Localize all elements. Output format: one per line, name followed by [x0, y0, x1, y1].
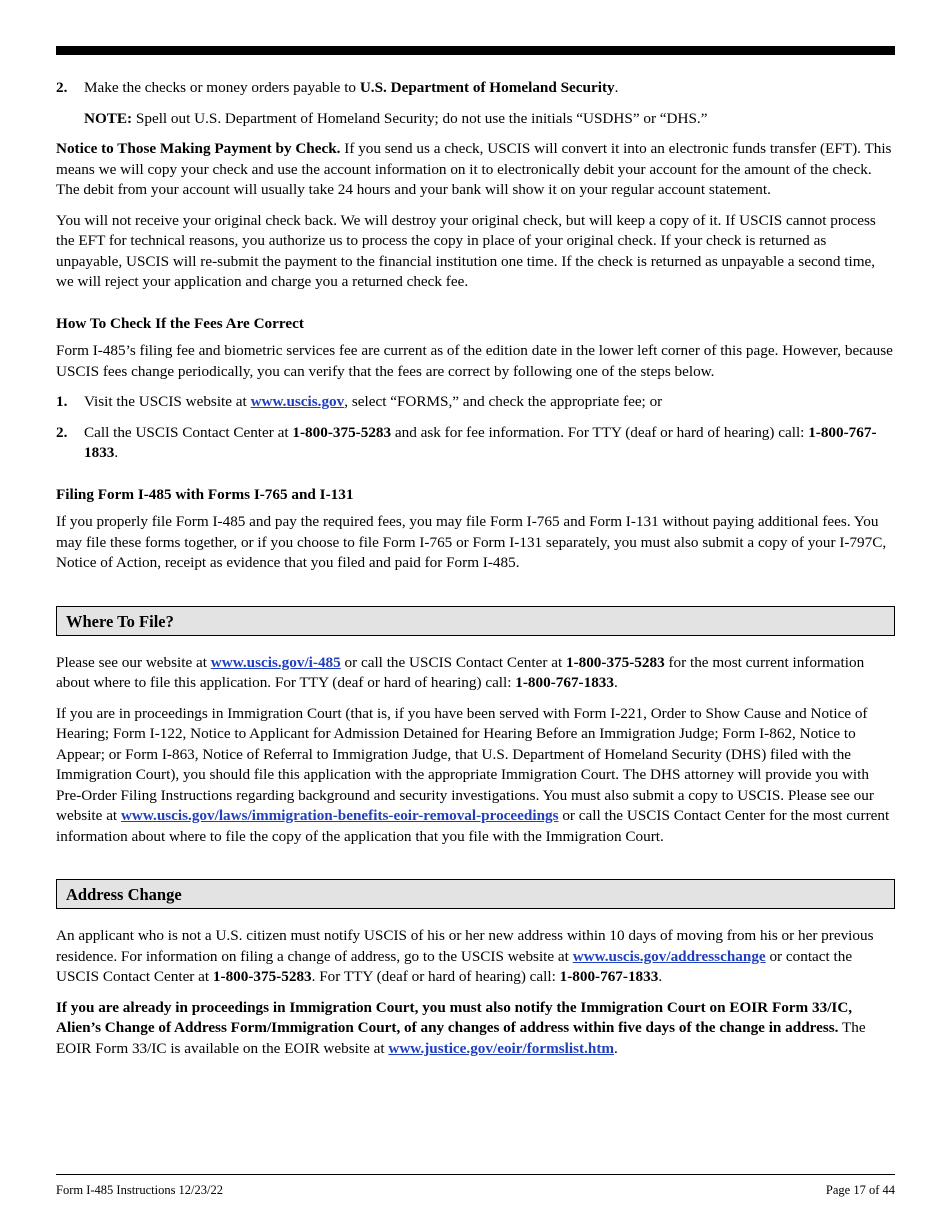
- fees-check-intro: Form I-485’s filing fee and biometric services fee are current as of the edition date in the lower left corner of this page. However, because USCIS fees change periodically, you can verify that the fees are correct by following one of the steps below.: [56, 342, 893, 380]
- tty-phone: 1-800-767-1833: [515, 674, 614, 691]
- filing-with-heading: Filing Form I-485 with Forms I-765 and I-131: [56, 485, 354, 503]
- footer-rule: [56, 1174, 895, 1175]
- immigration-court-notice: If you are already in proceedings in Immigration Court, you must also notify the Immigration Court on EOIR Form 33/IC, Alien’s Change of Address Form/Immigration Court, of any changes of address within five days of the change in address.: [56, 998, 853, 1036]
- top-rule: [56, 46, 895, 55]
- tty-phone: 1-800-767-1833: [84, 423, 877, 461]
- i485-website-link[interactable]: www.uscis.gov/i-485: [210, 653, 341, 671]
- where-to-file-paragraph-2: If you are in proceedings in Immigration Court (that is, if you have been served with Form I-221, Order to Show Cause and Notice of Hearing; Form I-122, Notice to Applicant for Admission Detained for Hearing Before an Immigration Judge; Form I-862, Notice to Appear; or Form I-863, Notice of Referral to Immigration Judge, that U.S. Department of Homeland Security (DHS) filed with the Immigration Court), you should file this application with the appropriate Immigration Court. The DHS attorney will provide you with Pre-Order Filing Instructions regarding background and security investigations. You must also submit a copy to USCIS. Please see our website at www.uscis.gov/laws/immigration-benefits-eoir-removal-proceedings or call the USCIS Contact Center for the most current information about where to file the copy of the application that you file with the Immigration Court.: [56, 704, 890, 845]
- document-page: [56, 0, 895, 1230]
- check-notice-paragraph: Notice to Those Making Payment by Check. If you send us a check, USCIS will convert it into an electronic funds transfer (EFT). This means we will copy your check and use the account information on it to electronically debit your account for the amount of the check. The debit from your account will usually take 24 hours and your bank will show it on your regular account statement.: [56, 140, 892, 198]
- uscis-website-link[interactable]: www.uscis.gov: [250, 393, 345, 410]
- payee-note: NOTE: Spell out U.S. Department of Homeland Security; do not use the initials “USDHS” or “DHS.”: [84, 109, 708, 127]
- footer-form-edition: Form I-485 Instructions 12/23/22: [56, 1183, 224, 1197]
- address-change-paragraph-2: If you are already in proceedings in Immigration Court, you must also notify the Immigration Court on EOIR Form 33/IC, Alien’s Change of Address Form/Immigration Court, of any changes of address within five days of the change in address. The EOIR Form 33/IC is available on the EOIR website at www.justice.gov/eoir/formslist.htm.: [56, 998, 866, 1057]
- item-number: 2.: [56, 79, 68, 96]
- footer-page-number: Page 17 of 44: [825, 1183, 895, 1197]
- step-number: 2.: [56, 423, 68, 441]
- eoir-proceedings-link[interactable]: www.uscis.gov/laws/immigration-benefits-eoir-removal-proceedings: [120, 807, 559, 824]
- filing-with-paragraph: If you properly file Form I-485 and pay the required fees, you may file Form I-765 and Form I-131 without paying additional fees. You may file these forms together, or if you choose to file Form I-765 or Form I-131 separately, you must also submit a copy of your I-797C, Notice of Action, receipt as evidence that you filed and paid for Form I-485.: [56, 513, 887, 571]
- fees-step-2: 2. Call the USCIS Contact Center at 1-800-375-5283 and ask for fee information. For TTY (deaf or hard of hearing) call: 1-800-767-1833.: [56, 423, 877, 461]
- where-to-file-paragraph-1: Please see our website at www.uscis.gov/i-485 or call the USCIS Contact Center at 1-800-375-5283 for the most current information about where to file this application. For TTY (deaf or hard of hearing) call: 1-800-767-1833.: [56, 653, 865, 691]
- contact-center-phone: 1-800-375-5283: [292, 423, 392, 441]
- returned-check-paragraph: You will not receive your original check back. We will destroy your original check, but will keep a copy of it. If USCIS cannot process the EFT for technical reasons, you authorize us to process the copy in place of your original check. If your check is returned as unpayable, USCIS will re-submit the payment to the financial institution one time. If the check is returned as unpayable a second time, we will reject your application and charge you a returned check fee.: [56, 211, 876, 290]
- page-footer: [56, 1182, 895, 1198]
- address-change-paragraph-1: An applicant who is not a U.S. citizen must notify USCIS of his or her new address within 10 days of moving from his or her previous residence. For information on filing a change of address, go to the USCIS website at www.uscis.gov/addresschange or contact the USCIS Contact Center at 1-800-375-5283. For TTY (deaf or hard of hearing) call: 1-800-767-1833.: [56, 927, 874, 985]
- fees-step-1: 1. Visit the USCIS website at www.uscis.gov, select “FORMS,” and check the appropriate fee; or: [56, 392, 895, 413]
- contact-center-phone: 1-800-375-5283: [212, 968, 312, 985]
- where-to-file-section-header: Where To File?: [56, 606, 895, 636]
- fees-check-heading: How To Check If the Fees Are Correct: [56, 314, 304, 332]
- payee-item: 2. Make the checks or money orders payable to U.S. Department of Homeland Security.: [56, 78, 895, 99]
- eoir-forms-link[interactable]: www.justice.gov/eoir/formslist.htm: [388, 1039, 615, 1057]
- contact-center-phone: 1-800-375-5283: [565, 653, 665, 671]
- content-flow: [56, 78, 895, 1069]
- check-notice-heading: Notice to Those Making Payment by Check.: [56, 140, 341, 157]
- payee-name: U.S. Department of Homeland Security: [359, 79, 615, 96]
- step-number: 1.: [56, 393, 68, 410]
- address-change-section-header: Address Change: [56, 879, 895, 909]
- address-change-link[interactable]: www.uscis.gov/addresschange: [572, 947, 766, 965]
- note-label: NOTE:: [84, 109, 133, 127]
- tty-phone: 1-800-767-1833: [559, 968, 659, 985]
